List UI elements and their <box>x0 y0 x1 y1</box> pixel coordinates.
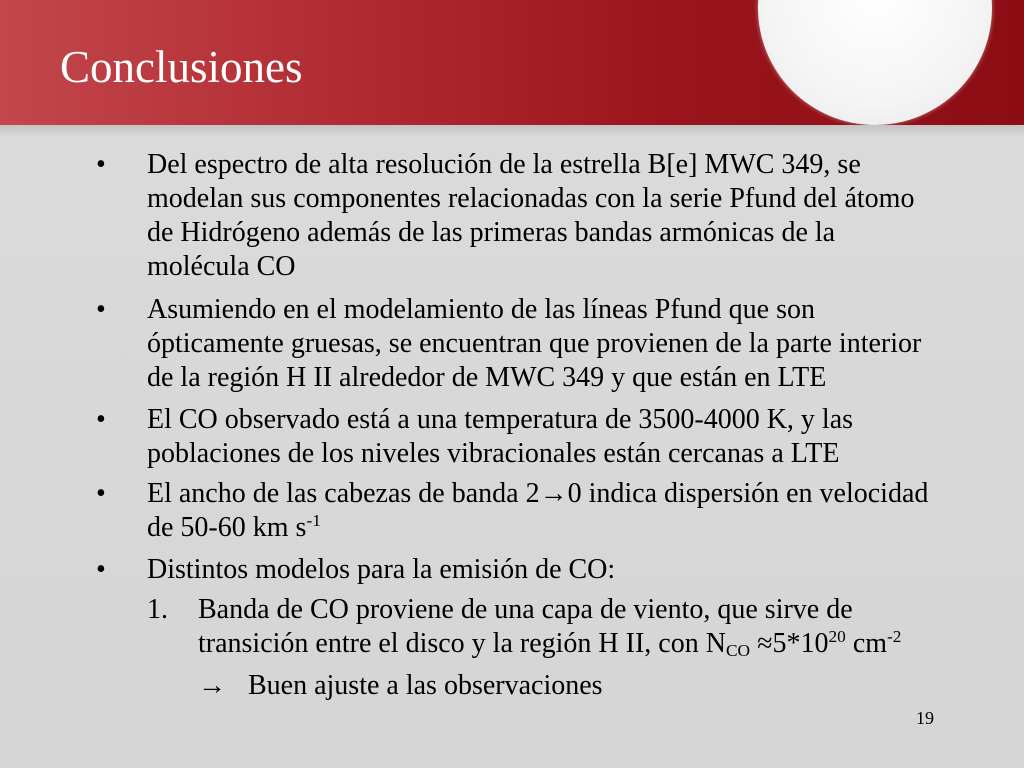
arrow-right-icon: → <box>198 670 226 701</box>
bullet-text <box>147 293 921 395</box>
bullet-text <box>147 553 615 587</box>
text-line: de Hidrógeno además de las primeras bandas armónicas de la <box>147 217 836 248</box>
text-segment: de 50-60 km s <box>147 512 307 543</box>
subscript: CO <box>725 640 751 660</box>
bullet-marker: • <box>96 478 106 509</box>
formula-value: ≈5*10 <box>750 628 829 659</box>
superscript: 20 <box>828 627 846 647</box>
text-line: modelan sus componentes relacionadas con la serie Pfund del átomo <box>147 183 915 214</box>
page-number: 19 <box>916 708 934 728</box>
bullet-marker: • <box>96 294 106 325</box>
slide-title: Conclusiones <box>60 42 303 92</box>
text-line: Banda de CO proviene de una capa de viento, que sirve de <box>198 594 853 625</box>
bullet-text <box>147 477 928 545</box>
text-line: Asumiendo en el modelamiento de las líneas Pfund que son <box>147 294 815 325</box>
numbered-item-text <box>198 593 902 661</box>
superscript: -2 <box>887 627 902 647</box>
superscript: -1 <box>306 511 321 531</box>
bullet-marker: • <box>96 554 106 585</box>
bullet-text <box>147 148 914 284</box>
text-line: Distintos modelos para la emisión de CO: <box>147 554 616 585</box>
bullet-marker: • <box>96 149 106 180</box>
result-text: Buen ajuste a las observaciones <box>248 670 603 701</box>
item-number: 1. <box>147 594 168 625</box>
text-line-with-unit <box>147 511 928 545</box>
text-line: de la región H II alrededor de MWC 349 y que están en LTE <box>147 362 827 393</box>
text-line: El CO observado está a una temperatura de 3500-4000 K, y las <box>147 404 854 435</box>
bullet-marker: • <box>96 404 106 435</box>
text-line: poblaciones de los niveles vibracionales están cercanas a LTE <box>147 438 840 469</box>
bullet-text <box>147 403 853 471</box>
text-line: El ancho de las cabezas de banda 2→0 indica dispersión en velocidad <box>147 478 929 509</box>
text-segment: transición entre el disco y la región H II, con N <box>198 628 726 659</box>
title-bar <box>0 0 1024 125</box>
text-line: ópticamente gruesas, se encuentran que provienen de la parte interior <box>147 328 922 359</box>
text-line: molécula CO <box>147 251 296 282</box>
formula-unit: cm <box>845 628 888 659</box>
text-line-with-formula <box>198 627 902 661</box>
decorative-circle <box>758 0 992 125</box>
title-bar-shadow <box>0 125 1024 137</box>
text-line: Del espectro de alta resolución de la estrella B[e] MWC 349, se <box>147 149 861 180</box>
